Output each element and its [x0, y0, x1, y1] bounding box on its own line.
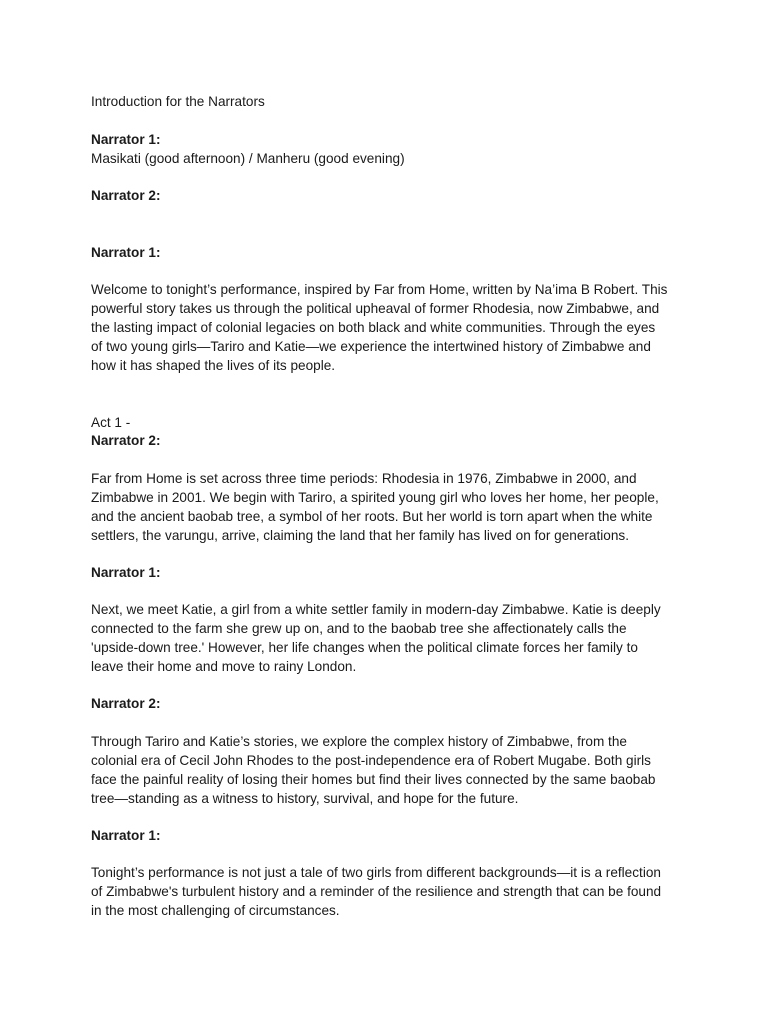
setting-paragraph [91, 469, 691, 545]
katie-paragraph [91, 600, 691, 676]
paragraph-line: and the ancient baobab tree, a symbol of her roots. But her world is torn apart when the white [91, 509, 653, 524]
narrator-2-heading: Narrator 2: [91, 696, 161, 711]
paragraph-line: powerful story takes us through the political upheaval of former Rhodesia, now Zimbabwe, and [91, 301, 660, 316]
narrator-1-heading: Narrator 1: [91, 245, 161, 260]
narrator-2-heading: Narrator 2: [91, 433, 161, 448]
document-title: Introduction for the Narrators [91, 94, 265, 109]
paragraph-line: Far from Home is set across three time periods: Rhodesia in 1976, Zimbabwe in 2000, and [91, 471, 637, 486]
paragraph-line: of Zimbabwe's turbulent history and a reminder of the resilience and strength that can be found [91, 884, 662, 899]
paragraph-line: face the painful reality of losing their homes but find their lives connected by the same baobab [91, 772, 656, 787]
paragraph-line: Next, we meet Katie, a girl from a white settler family in modern-day Zimbabwe. Katie is deeply [91, 602, 661, 617]
act-heading: Act 1 - [91, 415, 131, 430]
paragraph-line: leave their home and move to rainy London. [91, 659, 357, 674]
paragraph-line: the lasting impact of colonial legacies on both black and white communities. Through the eyes [91, 320, 656, 335]
paragraph-line: 'upside-down tree.' However, her life changes when the political climate forces her family to [91, 640, 638, 655]
narrator-1-heading: Narrator 1: [91, 565, 161, 580]
welcome-paragraph [91, 280, 691, 375]
paragraph-line: settlers, the varungu, arrive, claiming the land that her family has lived on for generations. [91, 528, 629, 543]
closing-paragraph [91, 863, 691, 920]
narrator-2-heading: Narrator 2: [91, 188, 161, 203]
paragraph-line: Through Tariro and Katie’s stories, we explore the complex history of Zimbabwe, from the [91, 734, 627, 749]
narrator-1-heading: Narrator 1: [91, 132, 161, 147]
history-paragraph [91, 732, 691, 808]
greeting-line: Masikati (good afternoon) / Manheru (good evening) [91, 151, 405, 166]
paragraph-line: tree—standing as a witness to history, survival, and hope for the future. [91, 791, 519, 806]
paragraph-line: of two young girls—Tariro and Katie—we experience the intertwined history of Zimbabwe and [91, 339, 651, 354]
paragraph-line: in the most challenging of circumstances. [91, 903, 340, 918]
paragraph-line: Tonight’s performance is not just a tale of two girls from different backgrounds—it is a reflection [91, 865, 661, 880]
narrator-1-heading: Narrator 1: [91, 828, 161, 843]
paragraph-line: Zimbabwe in 2001. We begin with Tariro, a spirited young girl who loves her home, her people, [91, 490, 659, 505]
paragraph-line: connected to the farm she grew up on, and to the baobab tree she affectionately calls the [91, 621, 627, 636]
paragraph-line: Welcome to tonight’s performance, inspired by Far from Home, written by Na’ima B Robert. This [91, 282, 668, 297]
paragraph-line: how it has shaped the lives of its people. [91, 358, 336, 373]
paragraph-line: colonial era of Cecil John Rhodes to the post-independence era of Robert Mugabe. Both girls [91, 753, 651, 768]
